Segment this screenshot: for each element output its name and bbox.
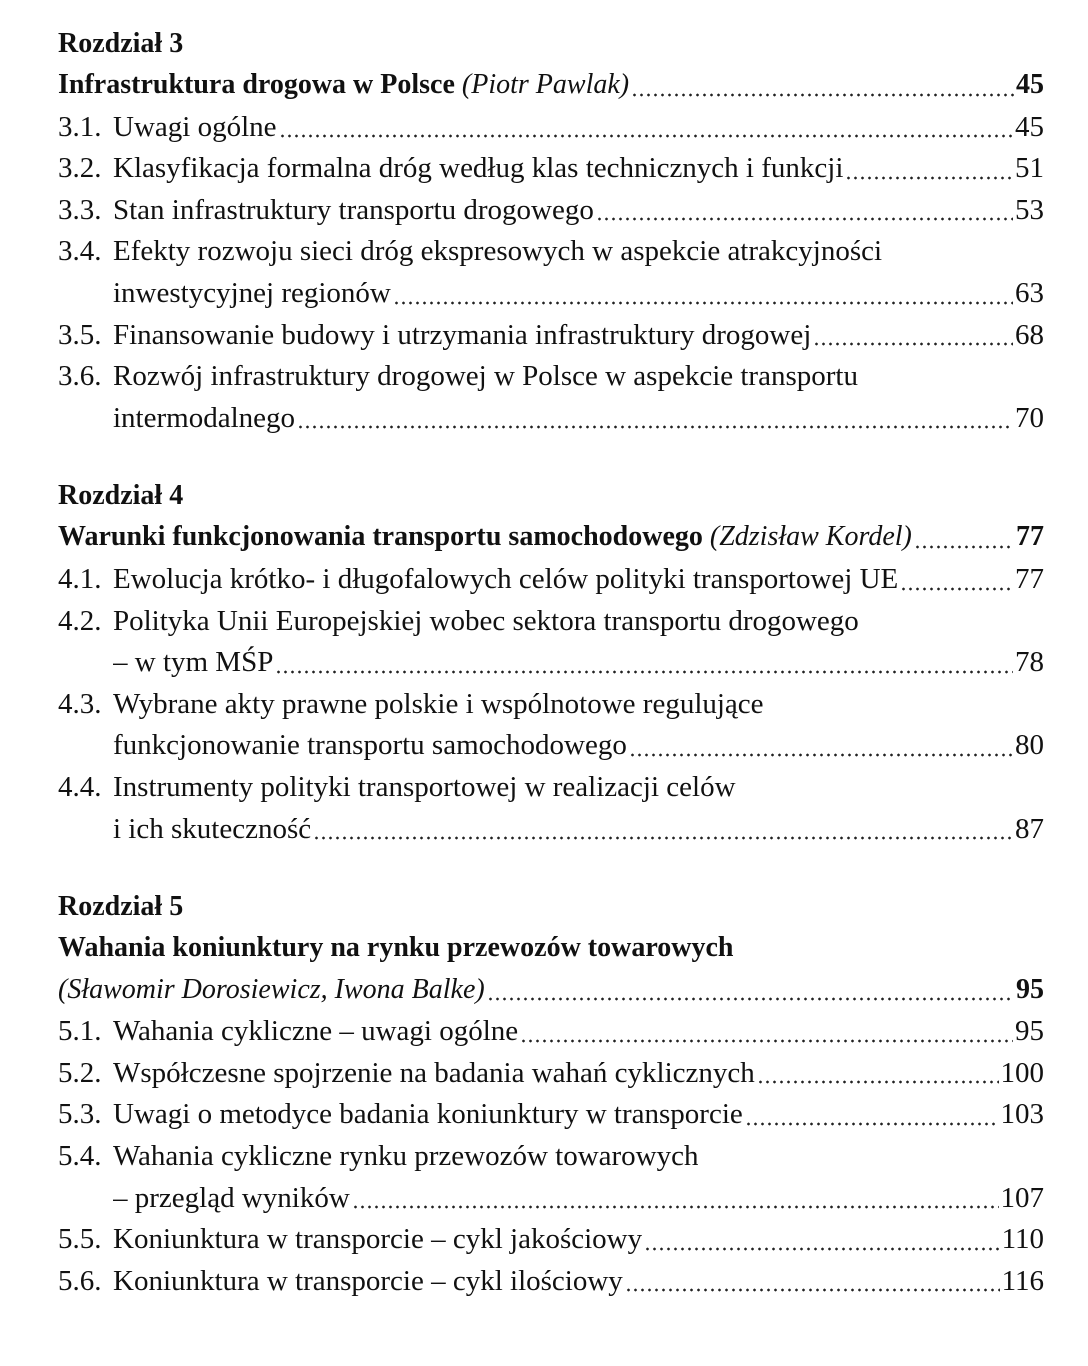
leader-dots [757, 1064, 999, 1084]
chapter-label: Rozdział 4 [58, 480, 184, 512]
page-number: 68 [1015, 318, 1044, 351]
section-title: Współczesne spojrzenie na badania wahań cyklicznych [113, 1056, 755, 1089]
chapter-title-text [58, 64, 629, 106]
page-number: 95 [1015, 1015, 1044, 1048]
chapter-title-line [58, 969, 1044, 1011]
section-number: 5.6. [58, 1264, 102, 1297]
leader-dots [279, 118, 1014, 138]
toc-entry [58, 272, 1044, 314]
chapter-section [58, 885, 1044, 1301]
toc-entry-line [58, 230, 1044, 272]
section-number: 3.4. [58, 235, 102, 268]
section-title: Koniunktura w transporcie – cykl jakościowy [113, 1223, 643, 1256]
page-number: 53 [1015, 193, 1044, 226]
page-number: 107 [1000, 1181, 1044, 1214]
section-title: Wahania cykliczne rynku przewozów towarowych [113, 1140, 699, 1173]
table-of-contents [58, 22, 1044, 1337]
page-number: 103 [1000, 1098, 1044, 1131]
toc-entry [58, 314, 1044, 356]
section-title: funkcjonowanie transportu samochodowego [113, 729, 627, 762]
toc-entry [58, 106, 1044, 148]
section-number: 3.2. [58, 152, 102, 185]
section-number: 5.5. [58, 1223, 102, 1256]
toc-entry [58, 641, 1044, 683]
leader-dots [313, 820, 1013, 840]
chapter-title: Wahania koniunktury na rynku przewozów towarowych [58, 932, 734, 964]
page-number: 78 [1015, 646, 1044, 679]
page-number: 100 [1000, 1056, 1044, 1089]
toc-entry [58, 1052, 1044, 1094]
leader-dots [631, 77, 1014, 97]
toc-entry-line [58, 355, 1044, 397]
chapter-authors: (Zdzisław Kordel) [709, 521, 912, 553]
section-number: 5.1. [58, 1015, 102, 1048]
toc-entry [58, 147, 1044, 189]
page-number: 77 [1016, 521, 1044, 553]
leader-dots [914, 529, 1014, 549]
leader-dots [644, 1231, 999, 1251]
toc-entry-line [58, 766, 1044, 808]
section-title: inwestycyjnej regionów [113, 276, 391, 309]
section-number: 4.2. [58, 604, 102, 637]
toc-entry [58, 558, 1044, 600]
chapter-label: Rozdział 3 [58, 28, 184, 59]
section-title: – w tym MŚP [113, 646, 274, 679]
section-title: Wahania cykliczne – uwagi ogólne [113, 1015, 519, 1048]
page-number: 51 [1015, 152, 1044, 185]
toc-entry [58, 189, 1044, 231]
section-number: 4.1. [58, 562, 102, 595]
leader-dots [629, 737, 1013, 757]
section-number: 5.4. [58, 1140, 102, 1173]
section-title: Instrumenty polityki transportowej w realizacji celów [113, 770, 736, 803]
page-number: 63 [1015, 276, 1044, 309]
section-number: 4.4. [58, 770, 102, 803]
leader-dots [625, 1272, 1000, 1292]
leader-dots [813, 326, 1013, 346]
toc-entry [58, 397, 1044, 439]
toc-entry [58, 724, 1044, 766]
leader-dots [352, 1189, 999, 1209]
chapter-title: Infrastruktura drogowa w Polsce [58, 69, 462, 100]
toc-entry-line [58, 600, 1044, 642]
section-number: 3.3. [58, 193, 102, 226]
section-title: – przegląd wyników [113, 1181, 350, 1214]
chapter-authors: (Sławomir Dorosiewicz, Iwona Balke) [58, 973, 485, 1005]
section-title: Klasyfikacja formalna dróg według klas technicznych i funkcji [113, 152, 844, 185]
section-title: intermodalnego [113, 401, 296, 434]
section-title: Rozwój infrastruktury drogowej w Polsce w aspekcie transportu [113, 360, 858, 393]
chapter-label: Rozdział 5 [58, 891, 184, 923]
section-number: 5.2. [58, 1056, 102, 1089]
leader-dots [845, 160, 1013, 180]
page-number: 95 [1016, 973, 1044, 1005]
leader-dots [487, 981, 1014, 1001]
toc-entry-line [58, 683, 1044, 725]
section-number: 3.1. [58, 110, 102, 143]
chapter-section [58, 474, 1044, 849]
page-number: 110 [1001, 1223, 1044, 1256]
toc-entry [58, 1010, 1044, 1052]
section-title: Efekty rozwoju sieci dróg ekspresowych w aspekcie atrakcyjności [113, 235, 883, 268]
page-number: 77 [1015, 562, 1044, 595]
section-title: Koniunktura w transporcie – cykl ilościowy [113, 1264, 623, 1297]
toc-entry [58, 1218, 1044, 1260]
section-number: 3.5. [58, 318, 102, 351]
section-number: 3.6. [58, 360, 102, 393]
chapter-title-line [58, 64, 1044, 106]
page-number: 116 [1001, 1264, 1044, 1297]
chapter-title-text [58, 969, 485, 1011]
section-title: Uwagi o metodyce badania koniunktury w transporcie [113, 1098, 743, 1131]
leader-dots [520, 1023, 1013, 1043]
toc-entry [58, 1093, 1044, 1135]
section-title: Stan infrastruktury transportu drogowego [113, 193, 594, 226]
leader-dots [596, 201, 1013, 221]
toc-entry [58, 1260, 1044, 1302]
page-number: 70 [1015, 401, 1044, 434]
leader-dots [275, 654, 1013, 674]
section-title: i ich skuteczność [113, 812, 312, 845]
page-number: 45 [1015, 110, 1044, 143]
page-number: 80 [1015, 729, 1044, 762]
toc-entry [58, 808, 1044, 850]
section-number: 4.3. [58, 687, 102, 720]
chapter-title-text [58, 516, 912, 558]
leader-dots [393, 285, 1013, 305]
section-title: Polityka Unii Europejskiej wobec sektora transportu drogowego [113, 604, 859, 637]
toc-entry-line [58, 1135, 1044, 1177]
chapter-title: Warunki funkcjonowania transportu samochodowego [58, 521, 710, 553]
chapter-title-line [58, 516, 1044, 558]
leader-dots [297, 409, 1013, 429]
chapter-authors: (Piotr Pawlak) [461, 69, 630, 100]
page-number: 87 [1015, 812, 1044, 845]
section-title: Uwagi ogólne [113, 110, 277, 143]
leader-dots [900, 571, 1013, 591]
page-number: 45 [1016, 69, 1044, 100]
section-title: Ewolucja krótko- i długofalowych celów polityki transportowej UE [113, 562, 899, 595]
leader-dots [745, 1106, 999, 1126]
section-title: Finansowanie budowy i utrzymania infrastruktury drogowej [113, 318, 812, 351]
section-title: Wybrane akty prawne polskie i wspólnotowe regulujące [113, 687, 764, 720]
section-number: 5.3. [58, 1098, 102, 1131]
chapter-section [58, 22, 1044, 438]
toc-entry [58, 1177, 1044, 1219]
